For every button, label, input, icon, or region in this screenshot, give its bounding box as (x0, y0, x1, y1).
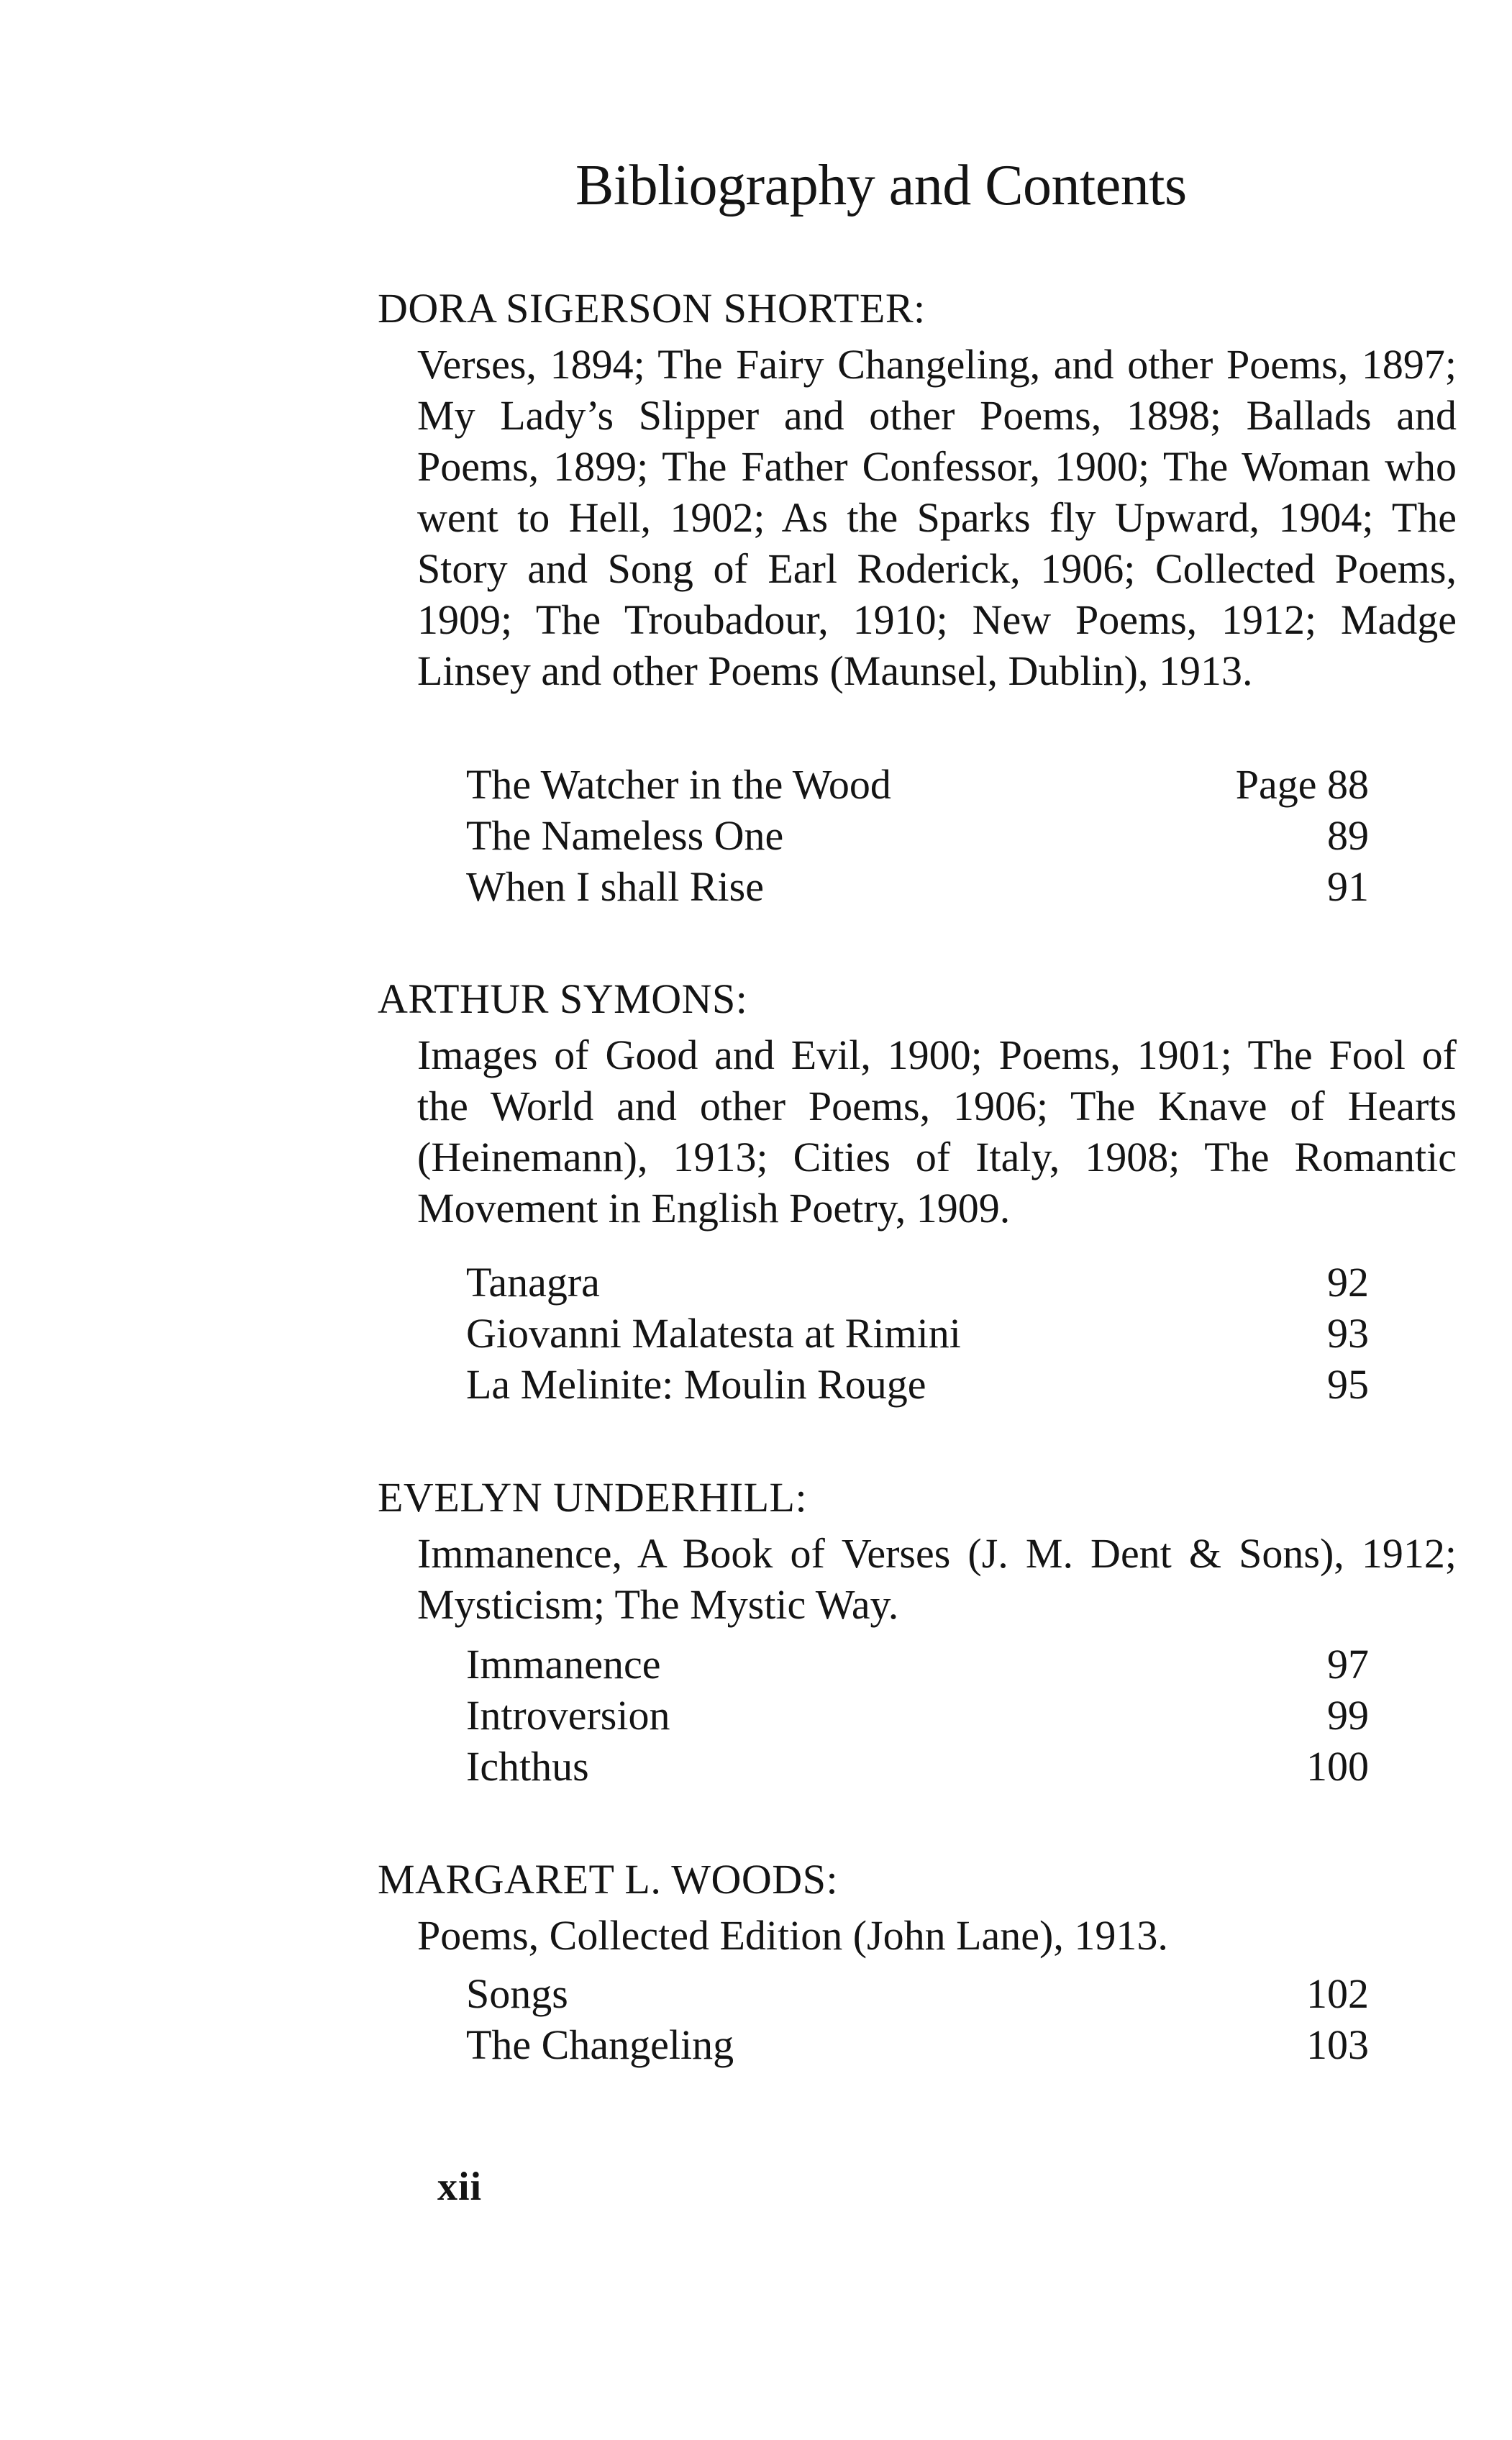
poem-entry (466, 1359, 1369, 1410)
author-name: EVELYN UNDERHILL: (378, 1474, 808, 1521)
poem-page-number: Page 88 (1235, 761, 1369, 808)
poem-list (466, 1639, 1369, 1792)
poem-title: Tanagra (466, 1259, 600, 1306)
poem-page-number: 89 (1327, 812, 1369, 859)
poem-page-number: 93 (1327, 1310, 1369, 1357)
poem-page-number: 100 (1306, 1743, 1369, 1790)
poem-entry (466, 1308, 1369, 1359)
poem-title: Introversion (466, 1692, 670, 1739)
poem-page-number: 97 (1327, 1641, 1369, 1688)
poem-title: Songs (466, 1970, 568, 2017)
bibliography-text: Immanence, A Book of Verses (J. M. Dent & Sons), 1912; Mysticism; The Mystic Way. (417, 1530, 1457, 1628)
poem-entry (466, 759, 1369, 810)
poem-page-number: 91 (1327, 863, 1369, 910)
poem-entry (466, 861, 1369, 912)
poem-title: When I shall Rise (466, 863, 764, 910)
page-title: Bibliography and Contents (575, 154, 1187, 217)
page-number: xii (437, 2164, 483, 2209)
poem-entry (466, 1639, 1369, 1690)
poem-list (466, 759, 1369, 912)
poem-list (466, 1968, 1369, 2070)
poem-title: Giovanni Malatesta at Rimini (466, 1310, 961, 1357)
poem-page-number: 95 (1327, 1361, 1369, 1408)
poem-page-number: 92 (1327, 1259, 1369, 1306)
poem-title: The Changeling (466, 2021, 734, 2068)
poem-entry (466, 2019, 1369, 2070)
poem-page-number: 99 (1327, 1692, 1369, 1739)
poem-entry (466, 1257, 1369, 1308)
poem-title: Immanence (466, 1641, 661, 1688)
bibliography-text: Images of Good and Evil, 1900; Poems, 1901; The Fool of the World and other Poems, 1906; The Knave of Hearts (Heinemann), 1913; Cities of Italy, 1908; The Romantic Movement in English Poetry, 1909. (417, 1032, 1457, 1232)
poem-title: The Watcher in the Wood (466, 761, 891, 808)
poem-entry (466, 1741, 1369, 1792)
poem-page-number: 103 (1306, 2021, 1369, 2068)
poem-page-number: 102 (1306, 1970, 1369, 2017)
poem-title: La Melinite: Moulin Rouge (466, 1361, 926, 1408)
poem-entry (466, 810, 1369, 861)
poem-title: Ichthus (466, 1743, 589, 1790)
author-name: DORA SIGERSON SHORTER: (378, 285, 926, 332)
poem-title: The Nameless One (466, 812, 784, 859)
poem-entry (466, 1968, 1369, 2019)
poem-list (466, 1257, 1369, 1410)
author-name: MARGARET L. WOODS: (378, 1856, 839, 1903)
bibliography-text: Poems, Collected Edition (John Lane), 1913. (417, 1912, 1168, 1959)
poem-entry (466, 1690, 1369, 1741)
bibliography-text: Verses, 1894; The Fairy Changeling, and other Poems, 1897; My Lady’s Slipper and other Poems, 1898; Ballads and Poems, 1899; The Father Confessor, 1900; The Woman who went to Hell, 1902; As the Sparks fly Upward, 1904; The Story and Song of Earl Roderick, 1906; Collected Poems, 1909; The Troubadour, 1910; New Poems, 1912; Madge Linsey and other Poems (Maunsel, Dublin), 1913. (417, 341, 1457, 694)
author-name: ARTHUR SYMONS: (378, 975, 748, 1022)
